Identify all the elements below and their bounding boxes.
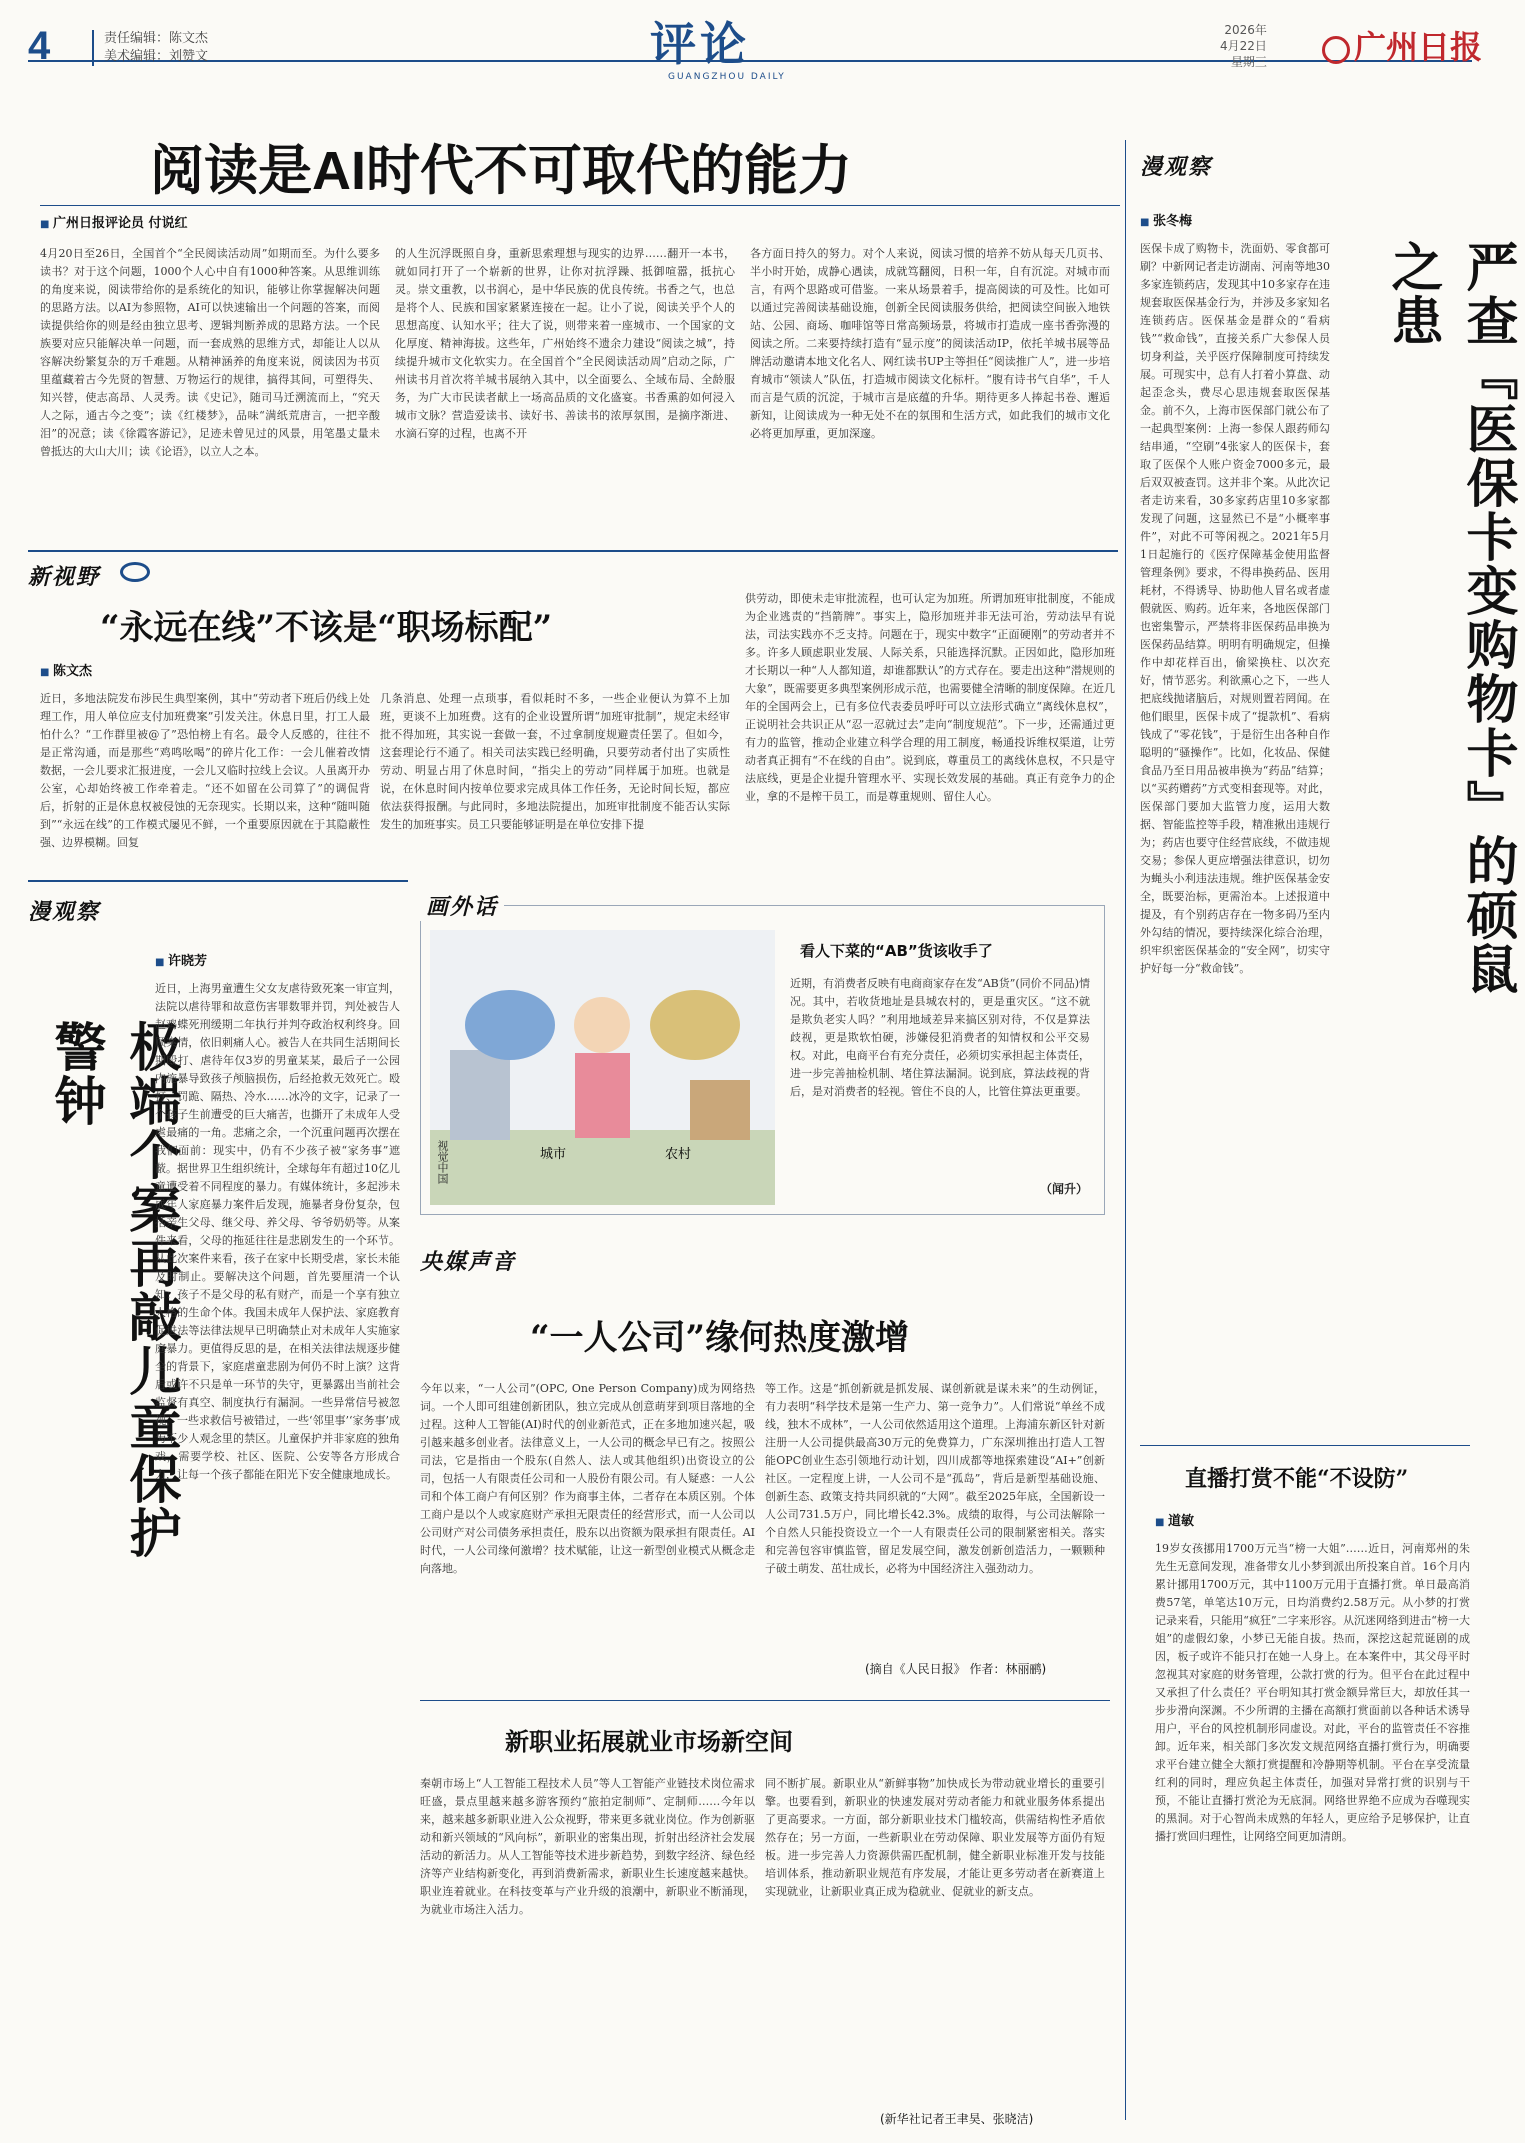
article4-column-2: 等工作。这是“抓创新就是抓发展、谋创新就是谋未来”的生动例证，有力表明“科学技术是第一生产力、第一竞争力”。人们常说“单丝不成线，独木不成林”，一人公司依然适用这个道理。上海浦东新区针对新注册一人公司提供最高30万元的免费算力，广东深圳推出打造人工智能OPC创业生态引领地行动计划，四川成都等地探索建设“AI+”创新社区。一定程度上讲，一人公司不是“孤岛”，背后是新型基础设施、创新生态、政策支持共同织就的“大网”。截至2025年底，全国新设一人公司731.5万户，同比增长42.3%。成绩的取得，与公司法解除一个自然人只能投资设立一个一人有限责任公司的限制紧密相关。落实和完善包容审慎监管，留足发展空间，激发创新创造活力，一颗颗种子破土萌发、茁壮成长，必将为中国经济注入强劲动力。	[765, 1382, 1105, 1575]
article5-column-1: 秦朝市场上“人工智能工程技术人员”等人工智能产业链技术岗位需求旺盛，景点里越来越多游客预约“旅拍定制师”、定制师……今年以来，越来越多新职业进入公众视野，带来更多就业岗位。作为创新驱动和新兴领域的“风向标”，新职业的密集出现，折射出经济社会发展活动的新活力。从人工智能等技术进步新趋势，到数字经济、绿色经济等产业结构新变化，再到消费新需求，新职业生长速度越来越快。职业连着就业。在科技变革与产业升级的浪潮中，新职业不断涌现，为就业市场注入活力。	[420, 1777, 755, 1916]
article5-column-2: 同不断扩展。新职业从“新鲜事物”加快成长为带动就业增长的重要引擎。也要看到，新职业的快速发展对劳动者能力和就业服务体系提出了更高要求。一方面，部分新职业技术门槛较高，供需结构性矛盾依然存在；另一方面，一些新职业在劳动保障、职业发展等方面仍有短板。进一步完善人力资源供需匹配机制，健全新职业标准开发与技能培训体系，推动新职业规范有序发展，才能让更多劳动者在新赛道上实现就业，让新职业真正成为稳就业、促就业的新支点。	[765, 1777, 1105, 1898]
logo-text: 广州日报	[1354, 28, 1483, 66]
cartoon-label-city: 城市	[540, 1147, 567, 1162]
cartoon-source: 视觉中国	[436, 1140, 449, 1184]
editor-line: 责任编辑：陈文杰	[104, 31, 209, 46]
article6-rule	[1140, 1445, 1470, 1446]
article5-credit: (新华社记者王聿昊、张晓洁)	[880, 2112, 1034, 2126]
right-column-divider	[1125, 140, 1126, 2120]
cartoon-illustration	[430, 930, 775, 1205]
date-weekday: 星期三	[1230, 55, 1267, 69]
article2-column-1: 近日，多地法院发布涉民生典型案例，其中“劳动者下班后仍线上处理工作，用人单位应支付加班费案”引发关注。休息日里，打工人最怕什么？“工作群里被@了”恐怕榜上有名。最令人反感的，往往不是正常沟通，而是那些“鸡鸣吆喝”的碎片化工作：一会儿催着改情数据，一会儿要求汇报进度，一会儿又临时拉线上会议。人虽离开办公室，心却始终被工作牵着走。“还不如留在公司算了”的调侃背后，折射的正是休息权被侵蚀的无奈现实。长期以来，这种“随叫随到”“永远在线”的工作模式屡见不鲜，一个重要原因就在于其隐蔽性强、边界模糊。回复	[40, 692, 370, 849]
lead-column-2: 的人生沉浮既照自身，重新思索理想与现实的边界……翻开一本书，就如同打开了一个崭新的世界，让你对抗浮躁、抵御喧嚣，抵抗心灵。崇文重教，以书润心，是中华民族的优良传统。书香之气，也总是将个人、民族和国家紧紧连接在一起。让小了说，阅读关乎个人的思想高度、认知水平；往大了说，则带来着一座城市、一个国家的文化厚度、精神海拔。这些年，广州始终不遗余力建设“阅读之城”，持续提升城市文化软实力。在全国首个“全民阅读活动周”启动之际，广州读书月首次将羊城书展纳入其中，以全面要么、全域布局、全龄服务，为广大市民读者献上一场高品质的文化盛宴。书香熏韵如何浸入城市文脉？营造爱读书、读好书、善读书的浓厚氛围，是摘序渐进、水滴石穿的过程，也离不开	[395, 247, 735, 440]
article5-rule	[420, 1700, 1110, 1701]
article6-headline: 直播打赏不能“不设防”	[1185, 1466, 1409, 1492]
page-number: 4	[28, 24, 51, 68]
art-editor-line: 美术编辑：刘赞文	[104, 49, 209, 64]
right-byline: ■ 张冬梅	[1140, 210, 1192, 229]
article5-headline: 新职业拓展就业市场新空间	[505, 1727, 793, 1756]
logo-ring-icon	[1322, 36, 1350, 64]
article2-byline: ■ 陈文杰	[40, 660, 92, 679]
newspaper-logo	[1322, 22, 1482, 68]
article3-rule	[28, 880, 408, 882]
article3-byline: ■ 许晓芳	[155, 950, 207, 969]
cartoon-body: 近期，有消费者反映有电商商家存在发“AB货”(同价不同品)情况。其中，若收货地址是县城农村的，更是重灾区。“这不就是欺负老实人吗？”利用地域差异来搞区别对待，不仅是算法歧视，更是欺软怕硬，涉嫌侵犯消费者的知情权和公平交易权。对此，电商平台有充分责任，必须切实承担起主体责任，进一步完善抽检机制、堵住算法漏洞。说到底，算法歧视的背后，是对消费者的轻视。管住不良的人，比管住算法更重要。	[790, 977, 1090, 1098]
cartoon-column-name: 画外话	[420, 890, 504, 921]
article3-headline: 极端个案再敲儿童保护警钟	[45, 1020, 180, 1560]
article4-credit: (摘自《人民日报》 作者：林丽鹂)	[865, 1662, 1047, 1676]
article4-column-1: 今年以来，“一人公司”(OPC, One Person Company)成为网络热词。一个人即可组建创新团队，独立完成从创意萌芽到项目落地的全过程。这种人工智能(AI)时代的创业新范式，正在多地加速兴起，吸引越来越多创业者。法律意义上，一人公司的概念早已有之。按照公司法，它是指由一个股东(自然人、法人或其他组织)出资设立的公司，包括一人有限责任公司和一人股份有限公司。有人疑惑：一人公司和个体工商户有何区别？作为商事主体，二者存在本质区别。个体工商户是以个人或家庭财产承担无限责任的经营形式，而一人公司以公司财产对公司债务承担责任，股东以出资额为限承担有限责任。AI时代，一人公司缘何激增？技术赋能，让这一新型创业模式从概念走向落地。	[420, 1382, 755, 1575]
article3-column-name: 漫观察	[28, 899, 101, 925]
article6-byline: ■ 道敏	[1155, 1510, 1194, 1529]
date-day: 4月22日	[1220, 39, 1267, 53]
article2-column-2: 几条消息、处理一点琐事，看似耗时不多，一些企业便认为算不上加班，更谈不上加班费。这有的企业设置所谓“加班审批制”，规定未经审批不得加班，其实说一套做一套，不过拿制度规避责任罢了。但如今，这套理论行不通了。相关司法实践已经明确，只要劳动者付出了实质性劳动、明显占用了休息时间，“指尖上的劳动”同样属于加班。也就是说，在休息时间内按单位要求完成具体工作任务，无论时间长短，都应依法获得报酬。与此同时，多地法院提出，加班审批制度不能否认实际发生的加班事实。员工只要能够证明是在单位安排下提	[380, 692, 730, 831]
article4-column-name: 央媒声音	[420, 1249, 517, 1275]
cartoon-signature: （闻升）	[1040, 1182, 1089, 1196]
article2-column-name: 新视野	[28, 564, 101, 590]
issue-date	[1220, 22, 1267, 70]
section-subtitle: GUANGZHOU DAILY	[668, 72, 786, 82]
date-year: 2026年	[1224, 23, 1267, 37]
right-body: 医保卡成了购物卡，洗面奶、零食都可刷？中新网记者走访湖南、河南等地30多家连锁药店，发现其中10多家存在违规套取医保基金行为，并涉及多家知名连锁药店。医保基金是群众的“看病钱”“救命钱”，直接关系广大参保人员切身利益，关乎医疗保障制度可持续发展。可现实中，总有人打着小算盘、动起歪念头，费尽心思违规套取医保基金。前不久，上海市医保部门就公布了一起典型案例：上海一参保人跟药师勾结串通，“空刷”4张家人的医保卡，套取了医保个人账户资金7000多元，最后双双被查罚。这并非个案。从此次记者走访来看，30多家药店里10多家都发现了问题，这显然已不是“小概率事件”，对此不可等闲视之。2021年5月1日起施行的《医疗保障基金使用监督管理条例》要求，不得串换药品、医用耗材，不得诱导、协助他人冒名或者虚假就医、购药。近年来，各地医保部门也密集警示，严禁将非医保药品串换为医保药品结算。明明有明确规定，但操作中却花样百出，偷梁换柱、以次充好，情节恶劣。利欲熏心之下，一些人把底线抛诸脑后，对规则置若罔闻。在他们眼里，医保卡成了“提款机”、看病钱成了“零花钱”，于是衍生出各种自作聪明的“骚操作”。比如，化妆品、保健食品乃至日用品被串换为“药品”结算；以“买药赠药”方式变相套现等。对此，医保部门要加大监管力度，运用大数据、智能监控等手段，精准揪出违规行为；药店也要守住经营底线，不做违规交易；参保人更应增强法律意识，切勿为蝇头小利违法违规。维护医保基金安全，既要治标，更需治本。上述报道中提及，有个别药店存在一物多码乃至内外勾结的情况，要持续深化综合治理，织牢织密医保基金的“安全网”，切实守护好每一分“救命钱”。	[1140, 242, 1330, 975]
right-column-name: 漫观察	[1140, 154, 1213, 180]
article3-body: 近日，上海男童遭生父女友虐待致死案一审宣判，法院以虐待罪和故意伤害罪数罪并罚，判处被告人赵鸡蝶死刑缓期二年执行并判夺政治权利终身。回顾案情，依旧刺痛人心。被告人在共同生活期间长期殴打、虐待年仅3岁的男童某某，最后子一公园内施暴导致孩子颅脑损伤，后经抢救无效死亡。殴打、罚跪、隔热、冷水……冰冷的文字，记录了一个孩子生前遭受的巨大痛苦，也撕开了未成年人受虐最痛的一角。悲痛之余，一个沉重问题再次摆在我们面前：现实中，仍有不少孩子被“家务事”遮蔽。据世界卫生组织统计，全球每年有超过10亿儿童遭受着不同程度的暴力。有媒体统计，多起涉未成年人家庭暴力案件后发现，施暴者身份复杂，包括亲生父母、继父母、养父母、爷爷奶奶等。从案件来看，父母的拖延往往是悲剧发生的一个环节。从此次案件来看，孩子在家中长期受虐，家长未能及时制止。要解决这个问题，首先要厘清一个认知：孩子不是父母的私有财产，而是一个享有独立人格的生命个体。我国未成年人保护法、家庭教育促进法等法律法规早已明确禁止对未成年人实施家庭暴力。更值得反思的是，在相关法律法规逐步健全的背景下，家庭虐童悲剧为何仍不时上演？这背后或许不只是单一环节的失守，更暴露出当前社会监督有真空、制度执行有漏洞。一些异常信号被忽视，一些求救信号被错过，一些‘邻里事’‘家务事’成为不少人观念里的禁区。儿童保护并非家庭的独角戏，需要学校、社区、医院、公安等各方形成合力，让每一个孩子都能在阳光下安全健康地成长。	[155, 982, 400, 1481]
article6-body: 19岁女孩挪用1700万元当“榜一大姐”……近日，河南郑州的朱先生无意间发现，准备带女儿小梦到派出所投案自首。16个月内累计挪用1700万元，其中1100万元用于直播打赏。单日最高消费57笔，单笔达10万元，日均消费约2.58万元。从小梦的打赏记录来看，只能用“疯狂”二字来形容。从沉迷网络到进击“榜一大姐”的虚假幻象，小梦已无能自拔。热而，深挖这起荒诞剧的成因，板子或许不能只打在她一人身上。在本案件中，其父母平时忽视其对家庭的财务管理，公款打赏的行为。但平台在此过程中又承担了什么责任？平台明知其打赏金额异常巨大，却放任其一步步滑向深渊。不少所谓的主播在高额打赏面前以各种话术诱导用户，平台的风控机制形同虚设。对此，平台的监管责任不容推卸。近年来，相关部门多次发文规范网络直播打赏行为，明确要求平台建立健全大额打赏提醒和冷静期等机制。平台在享受流量红利的同时，理应负起主体责任，加强对异常打赏的识别与干预，不能让直播打赏沦为无底洞。网络世界绝不应成为吞噬现实的黑洞。对于心智尚未成熟的年轻人，更应给予足够保护，让直播打赏回归理性，让网络空间更加清朗。	[1155, 1542, 1470, 1843]
article4-headline: “一人公司”缘何热度激增	[530, 1318, 910, 1358]
section-divider	[28, 550, 1118, 552]
lead-byline: ■ 广州日报评论员 付说红	[40, 212, 187, 231]
article2-column-3: 供劳动，即使未走审批流程，也可认定为加班。所谓加班审批制度，不能成为企业逃责的“挡箭牌”。事实上，隐形加班并非无法可治，劳动法早有说法，司法实践亦不乏支持。问题在于，现实中数字“正面硬刚”的劳动者并不多。许多人顾虑职业发展、人际关系，只能选择沉默。正因如此，隐形加班才长期以一种“人人都知道，却谁都默认”的方式存在。要走出这种“潜规则的大象”，既需要更多典型案例形成示范，也需要健全清晰的制度保障。在近几年的全国两会上，已有多位代表委员呼吁可以立法形式确立“离线休息权”，正说明社会共识正从“忍一忍就过去”走向“制度规范”。下一步，还需通过更有力的监管，推动企业建立科学合理的用工制度，畅通投诉维权渠道，让劳动者真正拥有“不在线的自由”。说到底，尊重员工的离线休息权，不只是守法底线，更是企业提升管理水平、实现长效发展的基础。真正有竞争力的企业，拿的不是榨干员工，而是尊重规则、留住人心。	[745, 592, 1115, 803]
cartoon-label-rural: 农村	[665, 1147, 692, 1162]
eye-icon	[120, 562, 150, 582]
lead-headline: 阅读是AI时代不可取代的能力	[150, 141, 852, 201]
cartoon-headline: 看人下菜的“AB”货该收手了	[800, 942, 993, 960]
editors-block	[92, 30, 208, 66]
lead-rule	[40, 205, 1120, 206]
section-title: 评论	[650, 17, 750, 71]
right-headline: 严查『医保卡变购物卡』的硕鼠之患	[1382, 240, 1517, 996]
cartoon-image	[430, 930, 775, 1205]
article2-headline: “永远在线”不该是“职场标配”	[100, 608, 553, 648]
lead-column-1: 4月20日至26日，全国首个“全民阅读活动周”如期而至。为什么要多读书？对于这个问题，1000个人心中自有1000种答案。从思维训练的角度来说，阅读带给你的是系统化的知识，能够让你掌握解决问题的思路方法。以AI为参照物，AI可以快速输出一个问题的答案，而阅读提供给你的则是经由独立思考、逻辑判断养成的思路方法。一个民族要对应只能解决单一问题，而一套成熟的思维方式，却能让人以从容解决纷繁复杂的万千难题。从精神涵养的角度来说，阅读因为书页里蕴藏着古今先贤的智慧、万物运行的规律，搞得其间，可塑得失、知兴替，使志高昂、人灵秀。读《史记》，随司马迁溯流而上，“究天人之际，通古今之变”；读《红楼梦》，品味“满纸荒唐言，一把辛酸泪”的况意；读《徐霞客游记》，足迹未曾见过的风景，用笔墨丈量未曾抵达的大山大川；读《论语》，以立人之本。	[40, 247, 380, 458]
lead-column-3: 各方面日持久的努力。对个人来说，阅读习惯的培养不妨从每天几页书、半小时开始，成静心遇读，成就笃翻阅，日积一年，自有沉淀。对城市而言，有两个思路或可借鉴。一来从场景着手，提高阅读的可及性。比如可以通过完善阅读基础设施，创新全民阅读服务供给，把阅读空间嵌入地铁站、公园、商场、咖啡馆等日常高频场景，将城市打造成一座书香弥漫的阅读之所。二来要持续打造有“显示度”的阅读活动IP，依托羊城书展等品牌活动邀请本地文化名人、网红读书UP主等担任“阅读推广人”，进一步培育城市“领读人”队伍，打造城市阅读文化标杆。“腹有诗书气自华”，千人而言是气质的沉淀，于城市言是底蕴的升华。期待更多人捧起书卷、邂逅新知，让阅读成为一种无处不在的氛围和生活方式，如此我们的城市文化必将更加厚重，更加深邃。	[750, 247, 1110, 440]
